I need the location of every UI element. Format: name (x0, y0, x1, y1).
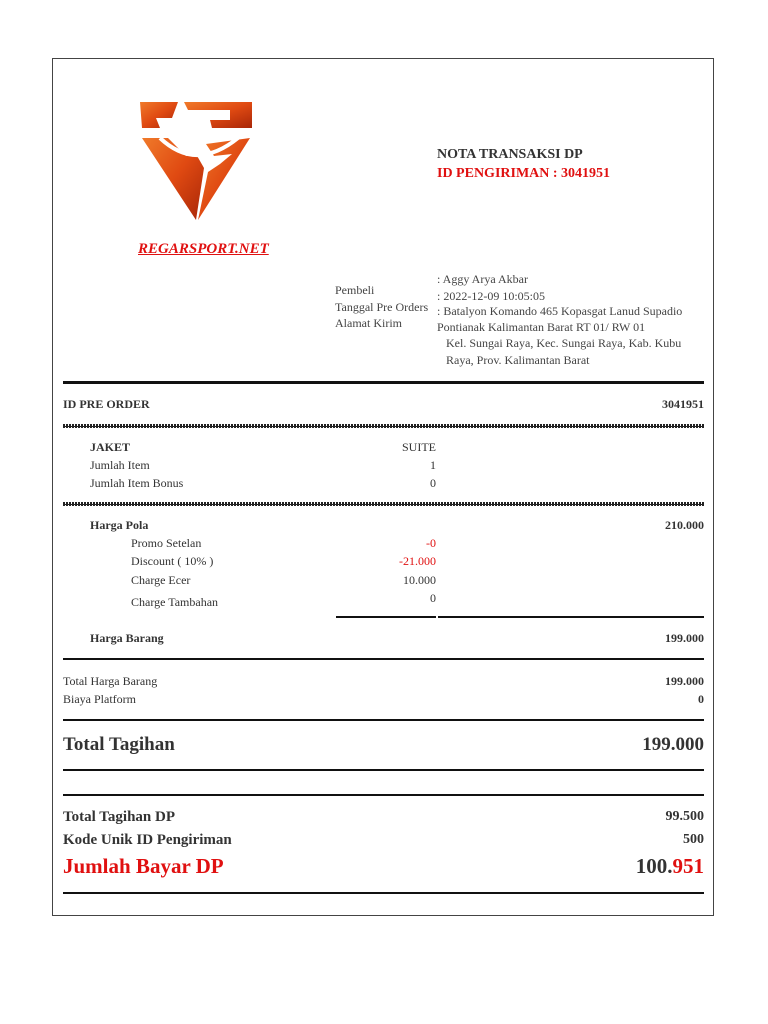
item-bonus: 0 (430, 476, 436, 490)
dp-payment-value (636, 854, 704, 879)
retail-charge-value: 10.000 (403, 573, 436, 587)
dashed-divider (63, 502, 704, 506)
dp-payment-label: Jumlah Bayar DP (63, 854, 224, 878)
total-bill-label: Total Tagihan (63, 734, 175, 755)
divider (63, 719, 704, 721)
order-date: : 2022-12-09 10:05:05 (437, 289, 545, 303)
platform-fee-value: 0 (698, 692, 704, 706)
platform-fee-label: Biaya Platform (63, 692, 136, 706)
divider (63, 381, 704, 384)
regarsport-logo-icon (138, 98, 254, 222)
dashed-divider (63, 424, 704, 428)
extra-charge-value: 0 (430, 591, 436, 605)
dp-payment-code: 951 (672, 854, 704, 878)
item-price-value: 199.000 (665, 631, 704, 645)
total-bill-value: 199.000 (642, 734, 704, 755)
shipping-id: ID PENGIRIMAN : 3041951 (437, 166, 611, 181)
unique-code-label: Kode Unik ID Pengiriman (63, 832, 232, 848)
buyer-label: Pembeli (335, 283, 375, 297)
item-price-label: Harga Barang (90, 631, 164, 645)
dp-bill-value: 99.500 (665, 809, 704, 824)
retail-charge-label: Charge Ecer (131, 573, 191, 587)
date-label: Tanggal Pre Orders (335, 300, 429, 314)
item-bonus-label: Jumlah Item Bonus (90, 476, 184, 490)
item-name: JAKET (90, 440, 131, 454)
pattern-price-label: Harga Pola (90, 518, 149, 532)
buyer-name: : Aggy Arya Akbar (437, 272, 528, 286)
dp-payment-main: 100. (635, 854, 673, 878)
subtotal-rule (336, 616, 436, 618)
receipt-title: NOTA TRANSAKSI DP (437, 147, 583, 162)
item-qty-label: Jumlah Item (90, 458, 150, 472)
extra-charge-label: Charge Tambahan (131, 595, 219, 609)
subtotal-rule (438, 616, 704, 618)
pattern-price-value: 210.000 (665, 518, 704, 532)
site-name[interactable]: REGARSPORT.NET (138, 241, 269, 257)
discount-value: -21.000 (399, 554, 436, 568)
order-id-value: 3041951 (662, 397, 704, 411)
discount-label: Discount ( 10% ) (131, 554, 214, 568)
total-items-label: Total Harga Barang (63, 674, 158, 688)
unique-code-value: 500 (683, 832, 704, 847)
address-line-3: Kel. Sungai Raya, Kec. Sungai Raya, Kab. Kubu (446, 336, 682, 350)
item-qty: 1 (430, 458, 436, 472)
address-line-1: : Batalyon Komando 465 Kopasgat Lanud Supadio (437, 304, 683, 318)
divider (63, 658, 704, 660)
address-label: Alamat Kirim (335, 316, 402, 330)
promo-value: -0 (426, 536, 436, 550)
order-id-label: ID PRE ORDER (63, 397, 150, 411)
address-line-4: Raya, Prov. Kalimantan Barat (446, 353, 590, 367)
dp-bill-label: Total Tagihan DP (63, 809, 175, 825)
total-items-value: 199.000 (665, 674, 704, 688)
divider (63, 794, 704, 796)
promo-label: Promo Setelan (131, 536, 202, 550)
item-type: SUITE (402, 440, 436, 454)
divider (63, 769, 704, 771)
address-line-2: Pontianak Kalimantan Barat RT 01/ RW 01 (437, 320, 646, 334)
divider (63, 892, 704, 894)
